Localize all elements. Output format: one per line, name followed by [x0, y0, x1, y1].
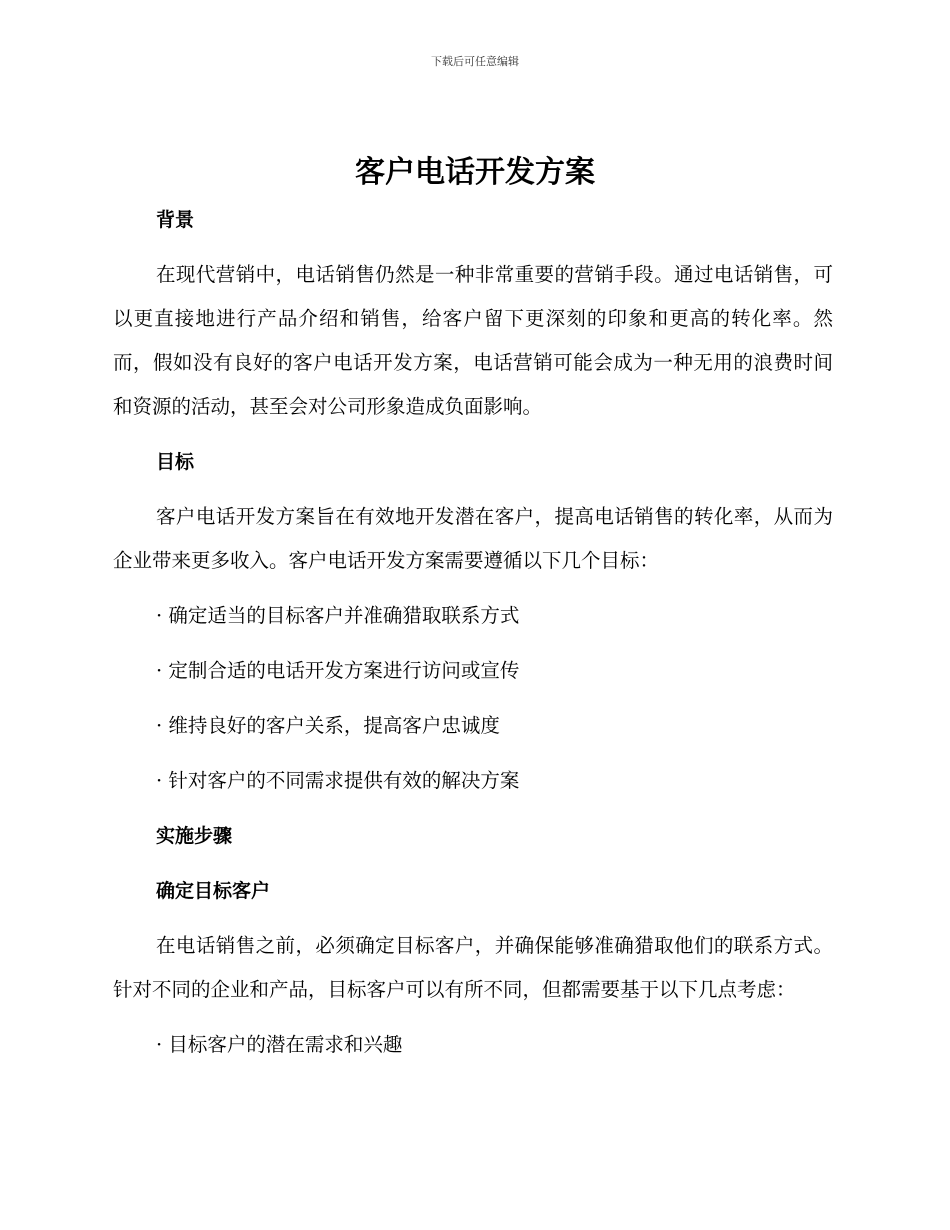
page-header-note: 下载后可任意编辑	[431, 55, 519, 68]
background-paragraph: 在现代营销中，电话销售仍然是一种非常重要的营销手段。通过电话销售，可以更直接地进行产品介绍和销售，给客户留下更深刻的印象和更高的转化率。然而，假如没有良好的客户电话开发方案，电话营销可能会成为一种无用的浪费时间和资源的活动，甚至会对公司形象造成负面影响。	[113, 263, 833, 418]
section-heading-steps: 实施步骤	[156, 825, 233, 847]
goal-bullet-2: · 定制合适的电话开发方案进行访问或宣传	[156, 659, 520, 682]
subsection-heading-target-customers: 确定目标客户	[156, 880, 271, 902]
section-heading-background: 背景	[156, 209, 195, 231]
document-body	[113, 198, 833, 1078]
target-customers-paragraph: 在电话销售之前，必须确定目标客户，并确保能够准确猎取他们的联系方式。针对不同的企业和产品，目标客户可以有所不同，但都需要基于以下几点考虑：	[113, 934, 833, 1001]
goal-bullet-3: · 维持良好的客户关系，提高客户忠诚度	[156, 714, 500, 737]
target-customers-bullet-1: · 目标客户的潜在需求和兴趣	[156, 1033, 403, 1056]
goals-paragraph: 客户电话开发方案旨在有效地开发潜在客户，提高电话销售的转化率，从而为企业带来更多收入。客户电话开发方案需要遵循以下几个目标：	[113, 505, 833, 572]
goal-bullet-4: · 针对客户的不同需求提供有效的解决方案	[156, 769, 520, 792]
document-title: 客户电话开发方案	[355, 155, 595, 190]
goal-bullet-1: · 确定适当的目标客户并准确猎取联系方式	[156, 604, 520, 627]
section-heading-goals: 目标	[156, 451, 195, 473]
